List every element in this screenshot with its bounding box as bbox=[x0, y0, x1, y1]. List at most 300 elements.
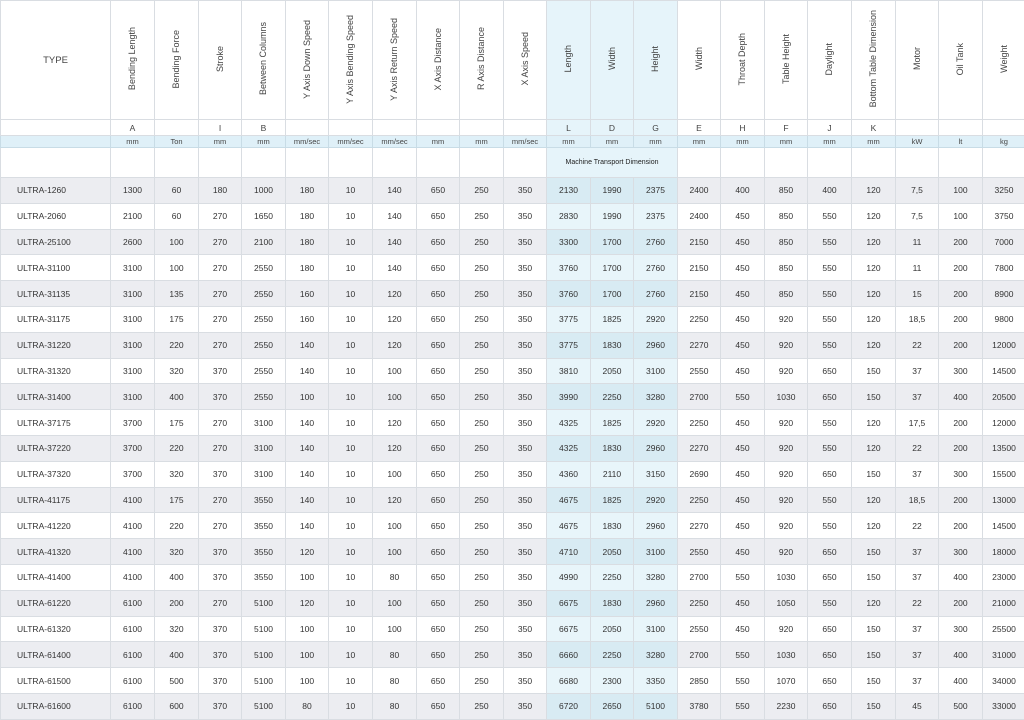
table-cell: 100 bbox=[286, 668, 329, 694]
table-cell: 2760 bbox=[634, 229, 678, 255]
table-cell: 120 bbox=[286, 590, 329, 616]
table-cell: 400 bbox=[939, 642, 983, 668]
column-unit: mm bbox=[199, 136, 242, 148]
table-cell: 80 bbox=[373, 668, 417, 694]
table-cell: 10 bbox=[329, 332, 373, 358]
table-cell: 450 bbox=[721, 435, 765, 461]
table-cell: 550 bbox=[808, 229, 852, 255]
table-cell: 250 bbox=[460, 590, 504, 616]
table-cell: 120 bbox=[852, 178, 896, 204]
table-cell: 370 bbox=[199, 668, 242, 694]
table-cell: 220 bbox=[155, 435, 199, 461]
table-cell: 3100 bbox=[111, 281, 155, 307]
table-row bbox=[1, 487, 1024, 513]
group-cell bbox=[765, 148, 808, 178]
table-cell: 550 bbox=[808, 203, 852, 229]
table-cell: 150 bbox=[852, 616, 896, 642]
table-cell: 5100 bbox=[242, 668, 286, 694]
table-cell: 12000 bbox=[983, 410, 1024, 436]
table-cell: 250 bbox=[460, 255, 504, 281]
table-cell: 1990 bbox=[591, 203, 634, 229]
table-cell: 270 bbox=[199, 435, 242, 461]
table-cell: 2150 bbox=[678, 281, 721, 307]
table-cell: 300 bbox=[939, 461, 983, 487]
table-cell: 100 bbox=[373, 513, 417, 539]
table-cell: 120 bbox=[373, 435, 417, 461]
table-cell: 550 bbox=[721, 564, 765, 590]
table-cell: 37 bbox=[896, 668, 939, 694]
column-header-label: Width bbox=[608, 47, 617, 70]
table-cell: 920 bbox=[765, 332, 808, 358]
table-cell: 270 bbox=[199, 332, 242, 358]
column-unit: mm bbox=[678, 136, 721, 148]
table-cell: 550 bbox=[808, 255, 852, 281]
table-cell: 920 bbox=[765, 539, 808, 565]
table-cell: 350 bbox=[504, 203, 547, 229]
column-header-label: Bending Force bbox=[172, 30, 181, 89]
column-unit: mm bbox=[634, 136, 678, 148]
model-name-cell: ULTRA-61400 bbox=[1, 642, 111, 668]
table-cell: 2650 bbox=[591, 693, 634, 719]
table-cell: 2050 bbox=[591, 358, 634, 384]
table-cell: 4710 bbox=[547, 539, 591, 565]
table-cell: 2960 bbox=[634, 332, 678, 358]
table-cell: 650 bbox=[808, 384, 852, 410]
table-cell: 270 bbox=[199, 590, 242, 616]
table-cell: 3100 bbox=[634, 539, 678, 565]
column-header bbox=[896, 1, 939, 120]
table-cell: 6100 bbox=[111, 642, 155, 668]
group-cell bbox=[504, 148, 547, 178]
table-cell: 6100 bbox=[111, 616, 155, 642]
column-letter bbox=[504, 120, 547, 136]
table-cell: 3100 bbox=[111, 255, 155, 281]
table-cell: 650 bbox=[417, 229, 460, 255]
table-cell: 100 bbox=[373, 539, 417, 565]
table-cell: 2050 bbox=[591, 539, 634, 565]
table-cell: 2700 bbox=[678, 642, 721, 668]
table-cell: 450 bbox=[721, 306, 765, 332]
table-cell: 6100 bbox=[111, 590, 155, 616]
table-cell: 10 bbox=[329, 281, 373, 307]
column-header bbox=[678, 1, 721, 120]
column-unit: mm bbox=[765, 136, 808, 148]
table-cell: 3100 bbox=[634, 358, 678, 384]
table-cell: 2550 bbox=[242, 255, 286, 281]
table-cell: 550 bbox=[808, 590, 852, 616]
table-row bbox=[1, 229, 1024, 255]
table-cell: 4100 bbox=[111, 564, 155, 590]
column-header bbox=[765, 1, 808, 120]
table-cell: 2600 bbox=[111, 229, 155, 255]
table-cell: 3700 bbox=[111, 461, 155, 487]
table-cell: 3100 bbox=[111, 358, 155, 384]
table-cell: 250 bbox=[460, 616, 504, 642]
group-cell bbox=[1, 148, 111, 178]
table-cell: 2550 bbox=[242, 306, 286, 332]
table-cell: 18,5 bbox=[896, 306, 939, 332]
table-cell: 200 bbox=[939, 487, 983, 513]
table-cell: 370 bbox=[199, 384, 242, 410]
table-cell: 2375 bbox=[634, 203, 678, 229]
table-cell: 650 bbox=[808, 616, 852, 642]
table-cell: 14500 bbox=[983, 513, 1024, 539]
table-row bbox=[1, 306, 1024, 332]
group-cell bbox=[111, 148, 155, 178]
column-unit: mm bbox=[852, 136, 896, 148]
column-header bbox=[111, 1, 155, 120]
table-cell: 920 bbox=[765, 461, 808, 487]
table-cell: 350 bbox=[504, 410, 547, 436]
table-cell: 550 bbox=[808, 306, 852, 332]
column-header-label: Bottom Table Dimension bbox=[869, 10, 878, 107]
column-letter bbox=[1, 120, 111, 136]
table-cell: 100 bbox=[373, 358, 417, 384]
table-cell: 400 bbox=[721, 178, 765, 204]
column-unit: kg bbox=[983, 136, 1024, 148]
group-cell bbox=[983, 148, 1024, 178]
table-cell: 7800 bbox=[983, 255, 1024, 281]
table-cell: 2250 bbox=[678, 487, 721, 513]
table-cell: 350 bbox=[504, 642, 547, 668]
table-cell: 100 bbox=[373, 384, 417, 410]
table-row bbox=[1, 461, 1024, 487]
table-cell: 180 bbox=[199, 178, 242, 204]
table-cell: 140 bbox=[286, 410, 329, 436]
table-cell: 350 bbox=[504, 564, 547, 590]
table-cell: 2690 bbox=[678, 461, 721, 487]
model-name-cell: ULTRA-61220 bbox=[1, 590, 111, 616]
table-cell: 3350 bbox=[634, 668, 678, 694]
table-cell: 400 bbox=[155, 642, 199, 668]
table-row bbox=[1, 281, 1024, 307]
table-cell: 550 bbox=[721, 384, 765, 410]
table-cell: 140 bbox=[286, 332, 329, 358]
table-cell: 140 bbox=[286, 487, 329, 513]
table-cell: 5100 bbox=[242, 616, 286, 642]
table-cell: 10 bbox=[329, 487, 373, 513]
model-name-cell: ULTRA-37220 bbox=[1, 435, 111, 461]
group-cell bbox=[721, 148, 765, 178]
table-cell: 250 bbox=[460, 564, 504, 590]
table-cell: 2700 bbox=[678, 564, 721, 590]
table-cell: 550 bbox=[808, 410, 852, 436]
table-cell: 2960 bbox=[634, 435, 678, 461]
column-header-label: TYPE bbox=[43, 55, 68, 66]
table-cell: 175 bbox=[155, 487, 199, 513]
table-row bbox=[1, 539, 1024, 565]
table-row bbox=[1, 513, 1024, 539]
table-cell: 60 bbox=[155, 203, 199, 229]
table-cell: 10 bbox=[329, 306, 373, 332]
column-header-label: X Axis Speed bbox=[521, 32, 530, 86]
table-cell: 400 bbox=[939, 564, 983, 590]
table-cell: 2270 bbox=[678, 435, 721, 461]
column-letter: A bbox=[111, 120, 155, 136]
table-cell: 2270 bbox=[678, 513, 721, 539]
table-cell: 10 bbox=[329, 564, 373, 590]
table-cell: 120 bbox=[852, 435, 896, 461]
table-cell: 350 bbox=[504, 384, 547, 410]
table-cell: 650 bbox=[417, 487, 460, 513]
table-cell: 850 bbox=[765, 255, 808, 281]
model-name-cell: ULTRA-41320 bbox=[1, 539, 111, 565]
table-cell: 370 bbox=[199, 616, 242, 642]
table-cell: 100 bbox=[939, 203, 983, 229]
column-header-label: Throat Depth bbox=[738, 33, 747, 86]
table-cell: 140 bbox=[286, 461, 329, 487]
table-cell: 3760 bbox=[547, 281, 591, 307]
table-cell: 650 bbox=[417, 358, 460, 384]
table-cell: 2250 bbox=[678, 410, 721, 436]
group-cell bbox=[286, 148, 329, 178]
table-cell: 140 bbox=[373, 229, 417, 255]
table-cell: 350 bbox=[504, 668, 547, 694]
model-name-cell: ULTRA-37320 bbox=[1, 461, 111, 487]
column-letter bbox=[286, 120, 329, 136]
table-cell: 250 bbox=[460, 668, 504, 694]
table-cell: 34000 bbox=[983, 668, 1024, 694]
table-cell: 140 bbox=[286, 513, 329, 539]
group-cell bbox=[373, 148, 417, 178]
table-cell: 270 bbox=[199, 255, 242, 281]
table-cell: 175 bbox=[155, 306, 199, 332]
table-cell: 200 bbox=[939, 590, 983, 616]
table-cell: 2150 bbox=[678, 255, 721, 281]
table-cell: 3700 bbox=[111, 410, 155, 436]
table-cell: 1650 bbox=[242, 203, 286, 229]
table-cell: 270 bbox=[199, 487, 242, 513]
table-cell: 31000 bbox=[983, 642, 1024, 668]
column-letter bbox=[417, 120, 460, 136]
table-cell: 350 bbox=[504, 332, 547, 358]
table-cell: 250 bbox=[460, 178, 504, 204]
table-cell: 2375 bbox=[634, 178, 678, 204]
table-cell: 180 bbox=[286, 229, 329, 255]
table-cell: 350 bbox=[504, 461, 547, 487]
table-cell: 450 bbox=[721, 332, 765, 358]
table-cell: 10 bbox=[329, 461, 373, 487]
table-cell: 3100 bbox=[634, 616, 678, 642]
column-letter bbox=[460, 120, 504, 136]
table-cell: 550 bbox=[721, 668, 765, 694]
table-cell: 3775 bbox=[547, 306, 591, 332]
table-cell: 920 bbox=[765, 487, 808, 513]
table-cell: 250 bbox=[460, 642, 504, 668]
group-cell bbox=[242, 148, 286, 178]
table-cell: 300 bbox=[939, 539, 983, 565]
header-names-row bbox=[1, 1, 1024, 120]
table-cell: 370 bbox=[199, 358, 242, 384]
table-cell: 550 bbox=[721, 693, 765, 719]
table-cell: 1825 bbox=[591, 306, 634, 332]
table-cell: 3250 bbox=[983, 178, 1024, 204]
table-cell: 1030 bbox=[765, 564, 808, 590]
column-unit: mm/sec bbox=[373, 136, 417, 148]
table-cell: 2550 bbox=[242, 281, 286, 307]
table-cell: 550 bbox=[808, 487, 852, 513]
column-unit: mm bbox=[460, 136, 504, 148]
table-cell: 250 bbox=[460, 358, 504, 384]
table-cell: 600 bbox=[155, 693, 199, 719]
table-cell: 1830 bbox=[591, 332, 634, 358]
table-row bbox=[1, 435, 1024, 461]
table-cell: 2300 bbox=[591, 668, 634, 694]
table-cell: 80 bbox=[373, 564, 417, 590]
table-cell: 650 bbox=[417, 616, 460, 642]
table-cell: 2250 bbox=[591, 384, 634, 410]
table-cell: 100 bbox=[155, 255, 199, 281]
table-cell: 200 bbox=[939, 410, 983, 436]
table-cell: 10 bbox=[329, 255, 373, 281]
table-cell: 10 bbox=[329, 513, 373, 539]
table-cell: 320 bbox=[155, 616, 199, 642]
table-cell: 4325 bbox=[547, 410, 591, 436]
group-cell bbox=[460, 148, 504, 178]
table-cell: 1700 bbox=[591, 281, 634, 307]
column-unit: mm/sec bbox=[286, 136, 329, 148]
column-header-label: R Axis Distance bbox=[477, 27, 486, 90]
column-letter: J bbox=[808, 120, 852, 136]
model-name-cell: ULTRA-31400 bbox=[1, 384, 111, 410]
table-cell: 80 bbox=[373, 642, 417, 668]
table-cell: 100 bbox=[373, 590, 417, 616]
column-header-label: X Axis Distance bbox=[434, 28, 443, 91]
table-cell: 270 bbox=[199, 306, 242, 332]
table-row bbox=[1, 564, 1024, 590]
table-cell: 120 bbox=[852, 229, 896, 255]
table-cell: 2550 bbox=[242, 332, 286, 358]
table-cell: 650 bbox=[808, 668, 852, 694]
column-header-label: Length bbox=[564, 45, 573, 73]
table-cell: 150 bbox=[852, 384, 896, 410]
table-cell: 3100 bbox=[111, 306, 155, 332]
table-cell: 400 bbox=[155, 564, 199, 590]
column-header-label: Between Columns bbox=[259, 22, 268, 95]
table-cell: 650 bbox=[417, 332, 460, 358]
table-cell: 7,5 bbox=[896, 178, 939, 204]
table-cell: 100 bbox=[373, 461, 417, 487]
column-header bbox=[329, 1, 373, 120]
table-cell: 650 bbox=[417, 461, 460, 487]
table-cell: 650 bbox=[808, 358, 852, 384]
table-cell: 320 bbox=[155, 539, 199, 565]
table-body bbox=[1, 178, 1024, 720]
table-cell: 17,5 bbox=[896, 410, 939, 436]
table-cell: 3100 bbox=[242, 435, 286, 461]
table-cell: 13000 bbox=[983, 487, 1024, 513]
table-cell: 650 bbox=[417, 410, 460, 436]
table-cell: 550 bbox=[808, 332, 852, 358]
table-cell: 350 bbox=[504, 255, 547, 281]
table-cell: 400 bbox=[939, 668, 983, 694]
table-cell: 180 bbox=[286, 203, 329, 229]
table-cell: 270 bbox=[199, 229, 242, 255]
table-cell: 150 bbox=[852, 642, 896, 668]
table-cell: 350 bbox=[504, 435, 547, 461]
table-cell: 135 bbox=[155, 281, 199, 307]
table-cell: 5100 bbox=[242, 642, 286, 668]
group-cell bbox=[155, 148, 199, 178]
table-cell: 2250 bbox=[678, 306, 721, 332]
table-cell: 850 bbox=[765, 229, 808, 255]
group-cell bbox=[678, 148, 721, 178]
table-cell: 60 bbox=[155, 178, 199, 204]
table-cell: 350 bbox=[504, 616, 547, 642]
table-cell: 2250 bbox=[591, 642, 634, 668]
table-cell: 650 bbox=[808, 461, 852, 487]
table-cell: 650 bbox=[417, 564, 460, 590]
column-letter: I bbox=[199, 120, 242, 136]
column-header bbox=[242, 1, 286, 120]
table-cell: 2920 bbox=[634, 410, 678, 436]
table-cell: 150 bbox=[852, 693, 896, 719]
table-cell: 550 bbox=[721, 642, 765, 668]
table-cell: 6720 bbox=[547, 693, 591, 719]
table-cell: 2550 bbox=[242, 358, 286, 384]
table-cell: 1700 bbox=[591, 229, 634, 255]
model-name-cell: ULTRA-25100 bbox=[1, 229, 111, 255]
table-cell: 6675 bbox=[547, 590, 591, 616]
table-cell: 850 bbox=[765, 203, 808, 229]
table-cell: 350 bbox=[504, 487, 547, 513]
table-cell: 15500 bbox=[983, 461, 1024, 487]
column-unit: mm bbox=[808, 136, 852, 148]
column-header bbox=[460, 1, 504, 120]
table-cell: 37 bbox=[896, 358, 939, 384]
group-cell bbox=[199, 148, 242, 178]
model-name-cell: ULTRA-2060 bbox=[1, 203, 111, 229]
column-header bbox=[199, 1, 242, 120]
table-cell: 2700 bbox=[678, 384, 721, 410]
table-cell: 450 bbox=[721, 461, 765, 487]
column-unit: kW bbox=[896, 136, 939, 148]
table-cell: 10 bbox=[329, 203, 373, 229]
model-name-cell: ULTRA-61500 bbox=[1, 668, 111, 694]
column-header bbox=[417, 1, 460, 120]
table-cell: 1825 bbox=[591, 410, 634, 436]
table-cell: 6675 bbox=[547, 616, 591, 642]
table-cell: 2960 bbox=[634, 513, 678, 539]
model-name-cell: ULTRA-61320 bbox=[1, 616, 111, 642]
header-units-row bbox=[1, 136, 1024, 148]
table-cell: 2550 bbox=[678, 358, 721, 384]
table-cell: 1070 bbox=[765, 668, 808, 694]
table-cell: 18,5 bbox=[896, 487, 939, 513]
column-header-label: Oil Tank bbox=[956, 43, 965, 75]
table-cell: 4990 bbox=[547, 564, 591, 590]
table-cell: 3550 bbox=[242, 539, 286, 565]
table-cell: 150 bbox=[852, 668, 896, 694]
table-cell: 100 bbox=[939, 178, 983, 204]
table-cell: 650 bbox=[417, 306, 460, 332]
table-cell: 2110 bbox=[591, 461, 634, 487]
table-cell: 650 bbox=[808, 564, 852, 590]
table-cell: 200 bbox=[939, 229, 983, 255]
model-name-cell: ULTRA-61600 bbox=[1, 693, 111, 719]
table-cell: 10 bbox=[329, 358, 373, 384]
table-row bbox=[1, 255, 1024, 281]
column-header-label: Motor bbox=[913, 47, 922, 70]
table-cell: 10 bbox=[329, 435, 373, 461]
table-cell: 180 bbox=[286, 255, 329, 281]
table-cell: 37 bbox=[896, 384, 939, 410]
table-cell: 370 bbox=[199, 461, 242, 487]
column-header bbox=[591, 1, 634, 120]
table-cell: 3550 bbox=[242, 487, 286, 513]
table-cell: 140 bbox=[373, 178, 417, 204]
table-cell: 10 bbox=[329, 384, 373, 410]
